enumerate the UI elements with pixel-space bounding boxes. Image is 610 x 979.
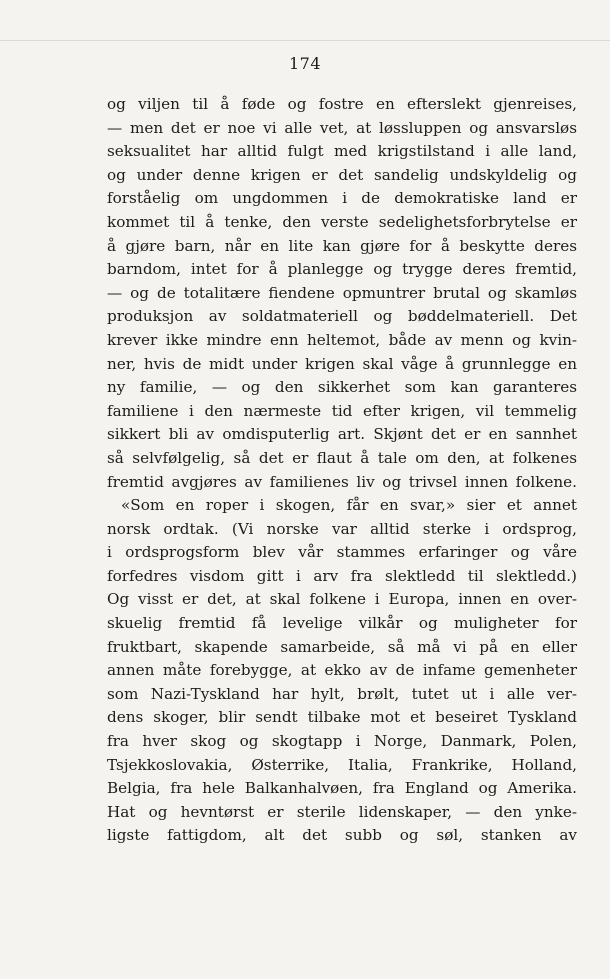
text-line: som Nazi-Tyskland har hylt, brølt, tutet ut i alle ver- xyxy=(107,684,577,703)
text-line: norsk ordtak. (Vi norske var alltid sterke i ordsprog, xyxy=(107,519,577,538)
text-line: fremtid avgjøres av familienes liv og trivsel innen folkene. xyxy=(107,472,577,491)
text-line: barndom, intet for å planlegge og trygge deres fremtid, xyxy=(107,260,577,279)
text-line: familiene i den nærmeste tid efter krigen, vil temmelig xyxy=(107,401,577,420)
text-line: Tsjekkoslovakia, Østerrike, Italia, Frankrike, Holland, xyxy=(107,755,577,774)
text-line: Hat og hevntørst er sterile lidenskaper, — den ynke- xyxy=(107,802,577,821)
page-number: 174 xyxy=(288,54,322,73)
text-line: Belgia, fra hele Balkanhalvøen, fra England og Amerika. xyxy=(107,779,577,798)
text-line: og under denne krigen er det sandelig undskyldelig og xyxy=(107,165,577,184)
text-line: ligste fattigdom, alt det subb og søl, stanken av xyxy=(107,826,577,845)
text-line: krever ikke mindre enn heltemot, både av menn og kvin- xyxy=(107,330,577,349)
text-line: annen måte forebygge, at ekko av de infame gemenheter xyxy=(107,661,577,680)
text-line: forfedres visdom gitt i arv fra slektledd til slektledd.) xyxy=(107,566,577,585)
text-line: — og de totalitære fiendene opmuntrer brutal og skamløs xyxy=(107,283,577,302)
text-line: fruktbart, skapende samarbeide, så må vi på en eller xyxy=(107,637,577,656)
text-line: i ordsprogsform blev vår stammes erfaringer og våre xyxy=(107,543,577,562)
text-line: ny familie, — og den sikkerhet som kan garanteres xyxy=(107,378,577,397)
text-line: kommet til å tenke, den verste sedelighetsforbrytelse er xyxy=(107,212,577,231)
text-line: — men det er noe vi alle vet, at løssluppen og ansvarsløs xyxy=(107,118,577,137)
body-text xyxy=(107,93,577,848)
text-line: forståelig om ungdommen i de demokratiske land er xyxy=(107,189,577,208)
text-line: seksualitet har alltid fulgt med krigstilstand i alle land, xyxy=(107,142,577,161)
text-line: så selvfølgelig, så det er flaut å tale om den, at folkenes xyxy=(107,448,577,467)
text-line: og viljen til å føde og fostre en efterslekt gjenreises, xyxy=(107,95,577,113)
text-line: å gjøre barn, når en lite kan gjøre for å beskytte deres xyxy=(107,236,577,255)
text-line: skuelig fremtid få levelige vilkår og muligheter for xyxy=(107,614,577,633)
text-line: dens skoger, blir sendt tilbake mot et beseiret Tyskland xyxy=(107,708,577,727)
text-line: «Som en roper i skogen, får en svar,» sier et annet xyxy=(121,496,577,515)
page-top-edge xyxy=(0,40,610,41)
text-line: ner, hvis de midt under krigen skal våge å grunnlegge en xyxy=(107,354,577,373)
text-line: produksjon av soldatmateriell og bøddelmateriell. Det xyxy=(107,307,577,326)
text-line: sikkert bli av omdisputerlig art. Skjønt det er en sannhet xyxy=(107,425,577,444)
text-line: Og visst er det, at skal folkene i Europa, innen en over- xyxy=(107,590,577,609)
text-line: fra hver skog og skogtapp i Norge, Danmark, Polen, xyxy=(107,732,577,751)
